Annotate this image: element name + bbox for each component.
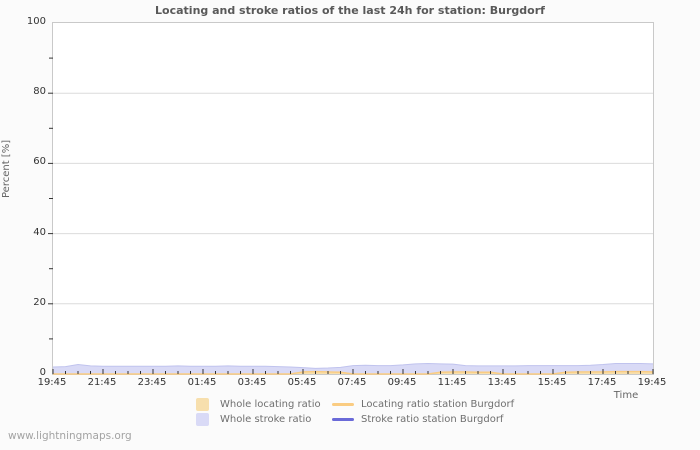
legend-label: Whole stroke ratio bbox=[220, 413, 312, 425]
x-tick-label: 09:45 bbox=[387, 377, 417, 388]
locating-ratio-station-swatch bbox=[332, 403, 354, 406]
x-tick-label: 19:45 bbox=[37, 377, 67, 388]
legend-label: Whole locating ratio bbox=[220, 398, 321, 410]
y-tick-label: 80 bbox=[33, 86, 46, 98]
x-tick-label: 21:45 bbox=[87, 377, 117, 388]
x-tick-label: 01:45 bbox=[187, 377, 217, 388]
x-tick-label: 13:45 bbox=[487, 377, 517, 388]
x-tick-label: 19:45 bbox=[637, 377, 667, 388]
x-tick-label: 03:45 bbox=[237, 377, 267, 388]
x-tick-label: 05:45 bbox=[287, 377, 317, 388]
x-tick-label: 11:45 bbox=[437, 377, 467, 388]
x-tick-label: 15:45 bbox=[537, 377, 567, 388]
whole-locating-ratio-swatch bbox=[196, 398, 209, 411]
x-tick-label: 07:45 bbox=[337, 377, 367, 388]
legend-label: Stroke ratio station Burgdorf bbox=[361, 413, 504, 425]
stroke-ratio-station-swatch bbox=[332, 418, 354, 421]
legend-item-whole-stroke-ratio bbox=[196, 412, 311, 426]
y-tick-label: 0 bbox=[39, 367, 46, 378]
legend-item-locating-ratio-station bbox=[332, 397, 514, 411]
legend-label: Locating ratio station Burgdorf bbox=[361, 398, 515, 410]
plot-area bbox=[52, 22, 654, 375]
y-tick-label: 100 bbox=[26, 16, 46, 27]
x-tick-label: 17:45 bbox=[587, 377, 617, 388]
y-tick-label: 40 bbox=[33, 226, 46, 238]
plot-svg bbox=[53, 23, 653, 374]
legend-item-stroke-ratio-station bbox=[332, 412, 503, 426]
watermark: www.lightningmaps.org bbox=[8, 430, 132, 442]
y-tick-label: 20 bbox=[33, 296, 46, 308]
y-axis-label: Percent [%] bbox=[1, 139, 12, 198]
legend-item-whole-locating-ratio bbox=[196, 397, 321, 411]
chart-title: Locating and stroke ratios of the last 24h for station: Burgdorf bbox=[155, 4, 545, 17]
y-tick-label: 60 bbox=[33, 156, 46, 168]
whole-stroke-ratio-swatch bbox=[196, 413, 209, 426]
x-axis-label: Time bbox=[613, 390, 639, 401]
x-tick-label: 23:45 bbox=[137, 377, 167, 388]
